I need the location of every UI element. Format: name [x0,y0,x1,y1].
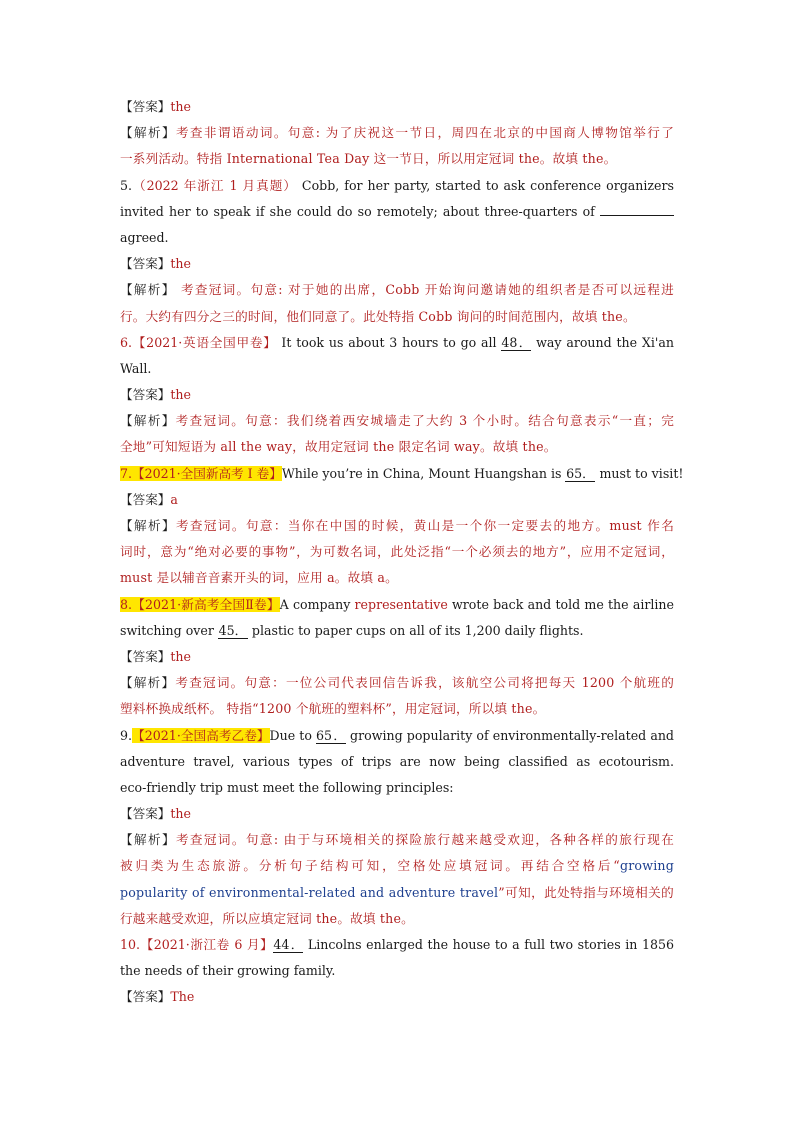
answer-line: 【答案】the [120,648,191,664]
analysis-line: 行越来越受欢迎，所以应填定冠词 the。故填 the。 [120,910,414,926]
answer-line: 【答案】a [120,491,178,507]
question-line: invited her to speak if she could do so remotely; about three-quarters of [120,199,674,225]
answer-blank: 65． [566,465,595,481]
answer-blank [600,215,674,216]
analysis-line: 【解析】考查非谓语动词。句意: 为了庆祝这一节日，周四在北京的中国商人博物馆举行了 [120,125,674,141]
question-line: the needs of their growing family. [120,963,336,979]
analysis-line: popularity of environmental-related and adventure travel”可知，此处特指与环境相关的 [120,884,674,900]
answer-blank: 65． [315,727,346,743]
analysis-line: 一系列活动。特指 International Tea Day 这一节日，所以用定冠词 the。故填 the。 [120,151,617,167]
question-line: 6.【2021·英语全国甲卷】 It took us about 3 hours to go all 48． way around the Xi'an [120,334,674,350]
question-line: eco-friendly trip must meet the following principles: [120,779,454,795]
analysis-line: 【解析】考查冠词。句意：我们绕着西安城墙走了大约 3 个小时。结合句意表示“一直；完 [120,413,674,429]
analysis-line: 被归类为生态旅游。分析句子结构可知，空格处应填冠词。再结合空格后“growing [120,858,674,874]
question-line: agreed. [120,229,169,245]
question-line: 5.（2022 年浙江 1 月真题） Cobb, for her party, started to ask conference organizers [120,177,674,193]
question-line: adventure travel, various types of trips are now being classified as ecotourism. [120,753,674,769]
analysis-line: 行。大约有四分之三的时间，他们同意了。此处特指 Cobb 询问的时间范围内，故填 the。 [120,308,636,324]
answer-line: 【答案】the [120,99,191,114]
analysis-line: 【解析】 考查冠词。句意: 对于她的出席，Cobb 开始询问邀请她的组织者是否可以远程进 [120,282,674,298]
answer-blank: 44． [273,937,304,952]
question-line: Wall. [120,360,152,376]
analysis-line: 塑料杯换成纸杯。 特指“1200 个航班的塑料杯”，用定冠词，所以填 the。 [120,701,546,717]
analysis-line: 【解析】考查冠词。句意: 由于与环境相关的探险旅行越来越受欢迎，各种各样的旅行现在 [120,832,674,848]
question-line: 7.【2021·全国新高考 I 卷】While you’re in China, Mount Huangshan is 65． must to visit! [120,465,684,481]
question-line: 9.【2021·全国高考乙卷】Due to 65． growing popularity of environmentally-related and [120,727,674,743]
question-line: switching over 45． plastic to paper cups on all of its 1,200 daily flights. [120,622,584,638]
answer-blank: 48． [501,334,532,350]
analysis-line: must 是以辅音音素开头的词，应用 a。故填 a。 [120,570,398,586]
answer-line: 【答案】the [120,806,191,822]
answer-blank: 45． [218,622,248,638]
question-line: 10.【2021·浙江卷 6 月】44． Lincolns enlarged the house to a full two stories in 1856 [120,937,674,952]
analysis-line: 【解析】考查冠词。句意：当你在中国的时候，黄山是一个你一定要去的地方。must 作名 [120,518,674,533]
analysis-line: 全地”可知短语为 all the way，故用定冠词 the 限定名词 way。故填 the。 [120,439,557,455]
answer-line: 【答案】the [120,387,191,403]
analysis-line: 词时，意为“绝对必要的事物”，为可数名词，此处泛指“一个必须去的地方”，应用不定冠词， [120,544,674,560]
answer-line: 【答案】The [120,989,195,1005]
answer-line: 【答案】the [120,256,191,272]
document-content [120,94,684,1011]
question-line: 8.【2021·新高考全国Ⅱ卷】A company representative wrote back and told me the airline [120,596,674,612]
analysis-line: 【解析】考查冠词。句意：一位公司代表回信告诉我，该航空公司将把每天 1200 个航班的 [120,675,674,691]
